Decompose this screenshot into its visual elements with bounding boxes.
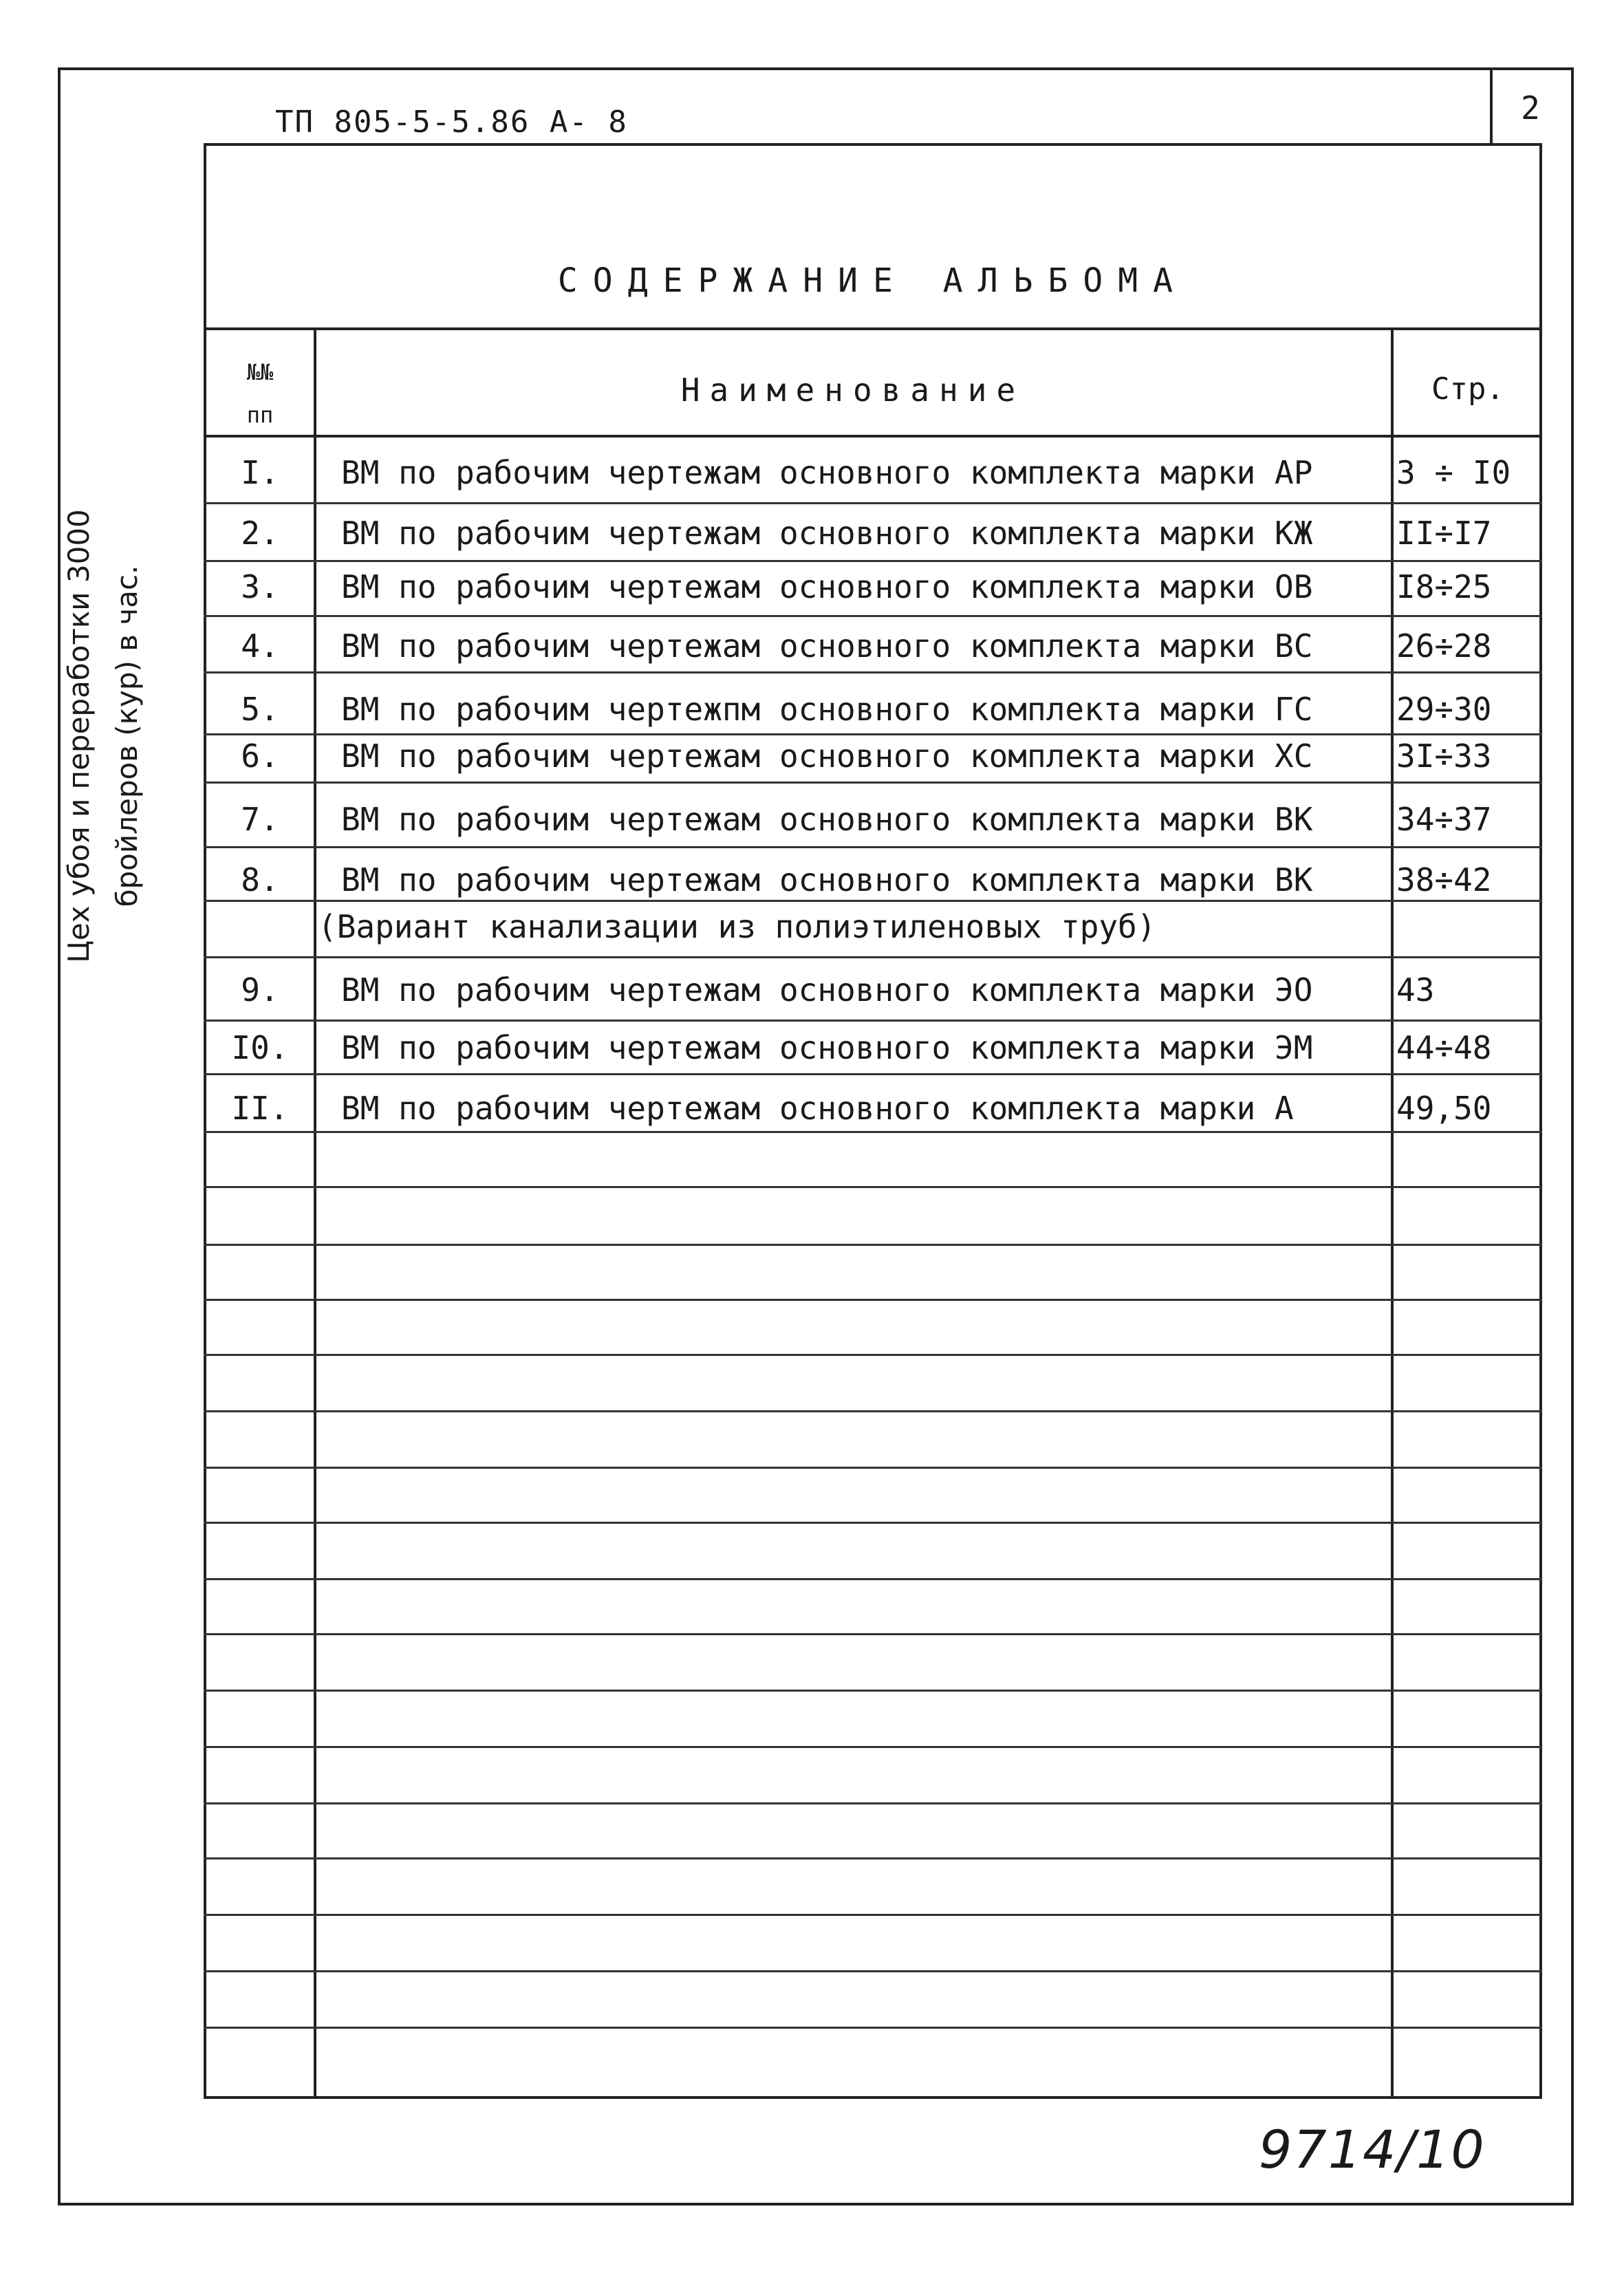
- row-number: 4.: [241, 627, 279, 665]
- side-title-line-1: Цех убоя и переработки 3000: [62, 509, 96, 963]
- row-rule: [204, 1244, 1542, 1246]
- row-number: I0.: [231, 1029, 289, 1066]
- row-rule: [204, 846, 1542, 848]
- row-number: 8.: [241, 861, 279, 898]
- row-page: 49,50: [1396, 1090, 1492, 1127]
- row-rule: [204, 1354, 1542, 1356]
- row-number: 5.: [241, 691, 279, 728]
- row-name: ВМ по рабочим чертежам основного комплекта марки ЭМ: [341, 1029, 1313, 1066]
- row-rule: [204, 1746, 1542, 1748]
- row-rule: [204, 1633, 1542, 1635]
- row-page: 3 ÷ I0: [1396, 454, 1511, 491]
- row-name: ВМ по рабочим чертежам основного комплекта марки ВК: [341, 861, 1313, 898]
- number-column-divider: [314, 327, 316, 2099]
- archive-number: 9714/10: [1259, 2119, 1486, 2180]
- row-name: ВМ по рабочим чертежам основного комплекта марки ВС: [341, 627, 1313, 665]
- row-number: I.: [241, 454, 279, 491]
- row-number: 9.: [241, 971, 279, 1009]
- row-rule: [204, 733, 1542, 735]
- row-rule: [204, 671, 1542, 673]
- row-rule: [204, 2027, 1542, 2029]
- page-column-header: Стр.: [1431, 371, 1504, 407]
- row-rule: [204, 1914, 1542, 1916]
- number-column-header: [206, 351, 314, 436]
- side-title: [55, 399, 165, 1073]
- row-rule: [204, 615, 1542, 617]
- row-rule: [204, 1578, 1542, 1580]
- row-rule: [204, 1410, 1542, 1412]
- title-divider: [204, 327, 1542, 330]
- row-number: 2.: [241, 515, 279, 552]
- row-rule: [204, 502, 1542, 504]
- row-page: 26÷28: [1396, 627, 1492, 665]
- row-name: ВМ по рабочим чертежам основного комплекта марки КЖ: [341, 515, 1313, 552]
- row-name: ВМ по рабочим чертежам основного комплекта марки АР: [341, 454, 1313, 491]
- row-name: ВМ по рабочим чертежам основного комплекта марки ХС: [341, 737, 1313, 775]
- row-rule: [204, 560, 1542, 562]
- row-number: 6.: [241, 737, 279, 775]
- row-name: ВМ по рабочим чертежам основного комплекта марки А: [341, 1090, 1294, 1127]
- row-page: 3I÷33: [1396, 737, 1492, 775]
- row-page: 43: [1396, 971, 1435, 1009]
- row-name: ВМ по рабочим чертежам основного комплекта марки ОВ: [341, 568, 1313, 605]
- row-rule: [204, 1020, 1542, 1022]
- number-header-line-2: пп: [246, 402, 274, 428]
- sheet-number: 2: [1521, 89, 1540, 127]
- row-page: 34÷37: [1396, 801, 1492, 838]
- row-rule: [204, 781, 1542, 784]
- row-rule: [204, 1299, 1542, 1301]
- row-rule: [204, 900, 1542, 902]
- document-code: ТП 805-5-5.86 А- 8: [275, 105, 628, 140]
- row-name: ВМ по рабочим чертежам основного комплекта марки ВК: [341, 801, 1313, 838]
- row-page: 29÷30: [1396, 691, 1492, 728]
- row-number: II.: [231, 1090, 289, 1127]
- row-rule: [204, 1522, 1542, 1524]
- page-column-divider: [1391, 327, 1394, 2099]
- row-rule: [204, 1970, 1542, 1972]
- row-rule: [204, 1690, 1542, 1692]
- row-rule: [204, 1802, 1542, 1804]
- row-rule: [204, 1073, 1542, 1075]
- row-rule: [204, 1186, 1542, 1188]
- row-number: 3.: [241, 568, 279, 605]
- row-rule: [204, 1131, 1542, 1133]
- row-rule: [204, 1467, 1542, 1469]
- header-row-divider: [204, 435, 1542, 438]
- row-rule: [204, 1857, 1542, 1859]
- row-name: ВМ по рабочим чертежпм основного комплекта марки ГС: [341, 691, 1313, 728]
- album-contents-title: СОДЕРЖАНИЕ АЛЬБОМА: [557, 261, 1189, 300]
- name-column-header: Наименование: [680, 371, 1026, 409]
- row-page: II÷I7: [1396, 515, 1492, 552]
- row-page: 44÷48: [1396, 1029, 1492, 1066]
- row-number: 7.: [241, 801, 279, 838]
- row-page: 38÷42: [1396, 861, 1492, 898]
- row-page: I8÷25: [1396, 568, 1492, 605]
- number-header-line-1: №№: [246, 359, 274, 385]
- row-rule: [204, 956, 1542, 958]
- row-name: ВМ по рабочим чертежам основного комплекта марки ЭО: [341, 971, 1313, 1009]
- side-title-line-2: бройлеров (кур) в час.: [110, 565, 144, 907]
- row-name: (Вариант канализации из полиэтиленовых труб): [318, 908, 1156, 945]
- header-divider: [204, 143, 1542, 146]
